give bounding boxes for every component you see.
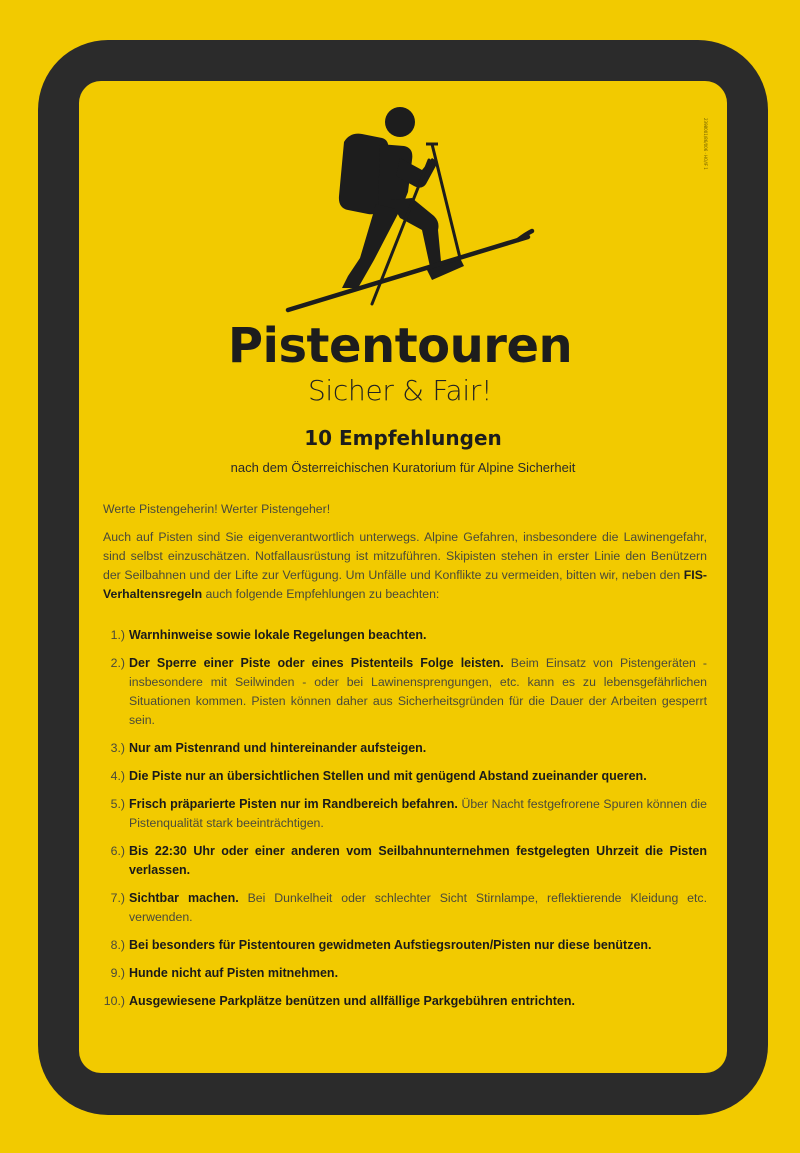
item-number: 1.) — [110, 628, 125, 642]
ski-touring-person-icon — [282, 100, 542, 315]
list-item — [103, 842, 707, 880]
intro-paragraph — [103, 528, 707, 604]
item-number: 4.) — [110, 769, 125, 783]
item-number: 5.) — [110, 797, 125, 811]
item-rule: Nur am Pistenrand und hintereinander aufsteigen. — [129, 741, 427, 755]
item-rule: Sichtbar machen. — [129, 891, 239, 905]
greeting: Werte Pistengeherin! Werter Pistengeher! — [103, 502, 331, 516]
page-subtitle: Sicher & Fair! — [307, 374, 493, 407]
poster-body — [103, 500, 707, 1020]
item-rule: Bis 22:30 Uhr oder einer anderen vom Seilbahnunternehmen festgelegten Uhrzeit die Pisten verlassen. — [129, 844, 707, 877]
print-code: 2398001/86/006 · HO/IF 1 — [703, 118, 708, 170]
item-number: 9.) — [110, 966, 125, 980]
item-number: 2.) — [110, 656, 125, 670]
list-item — [103, 626, 707, 645]
item-number: 10.) — [103, 994, 125, 1008]
item-number: 3.) — [110, 741, 125, 755]
item-number: 7.) — [110, 891, 125, 905]
list-item — [103, 767, 707, 786]
item-rule: Die Piste nur an übersichtlichen Stellen und mit genügend Abstand zueinander queren. — [129, 769, 647, 783]
item-rule: Ausgewiesene Parkplätze benützen und allfällige Parkgebühren entrichten. — [129, 994, 575, 1008]
source-line: nach dem Österreichischen Kuratorium für Alpine Sicherheit — [230, 460, 576, 475]
list-item — [103, 739, 707, 758]
list-item — [103, 964, 707, 983]
recommendations-list — [103, 626, 707, 1011]
item-number: 6.) — [110, 844, 125, 858]
item-rule: Warnhinweise sowie lokale Regelungen beachten. — [129, 628, 427, 642]
item-rule: Hunde nicht auf Pisten mitnehmen. — [129, 966, 339, 980]
item-rule: Bei besonders für Pistentouren gewidmeten Aufstiegsrouten/Pisten nur diese benützen. — [129, 938, 652, 952]
item-rule: Der Sperre einer Piste oder eines Pistenteils Folge leisten. — [129, 656, 504, 670]
item-detail: Beim Einsatz von Pistengeräten - insbesondere mit Seilwinden - oder bei Lawinensprengungen, etc. kann es zu lebensgefährlichen Situationen kommen. Pisten können daher aus Sicherheitsgründen für die Dauer der Arbeiten gesperrt sein. — [129, 656, 707, 727]
list-item — [103, 889, 707, 927]
intro-end: auch folgende Empfehlungen zu beachten: — [202, 587, 440, 601]
item-number: 8.) — [110, 938, 125, 952]
page-title: Pistentouren — [227, 318, 573, 374]
item-rule: Frisch präparierte Pisten nur im Randbereich befahren. — [129, 797, 458, 811]
recommendations-heading: 10 Empfehlungen — [304, 426, 502, 450]
list-item — [103, 795, 707, 833]
intro-text: Auch auf Pisten sind Sie eigenverantwortlich unterwegs. Alpine Gefahren, insbesondere die Lawinengefahr, sind selbst einzuschätzen. Notfallausrüstung ist mitzuführen. Skipisten stehen in erster Linie den Benützern der Seilbahnen und der Lifte zur Verfügung. Um Unfälle und Konflikte zu vermeiden, bitten wir, neben den — [103, 530, 707, 582]
list-item — [103, 654, 707, 730]
list-item — [103, 992, 707, 1011]
item-detail: Bei Dunkelheit oder schlechter Sicht Stirnlampe, reflektierende Kleidung etc. verwenden. — [129, 891, 707, 924]
item-detail: Über Nacht festgefrorene Spuren können die Pistenqualität stark beeinträchtigen. — [129, 797, 707, 830]
list-item — [103, 936, 707, 955]
fis-rules-link: FIS-Verhaltensregeln — [103, 568, 707, 601]
